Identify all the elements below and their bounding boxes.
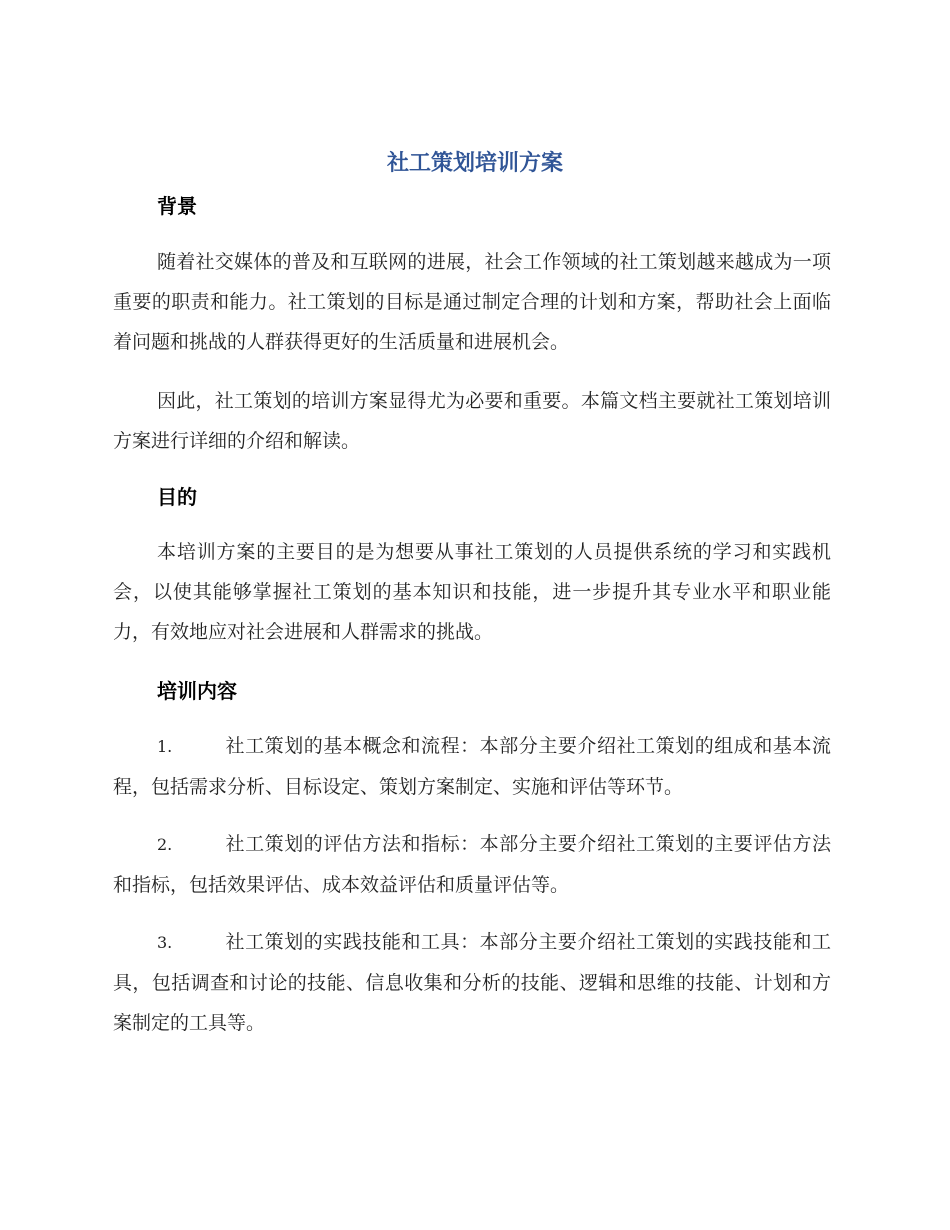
purpose-paragraph: 本培训方案的主要目的是为想要从事社工策划的人员提供系统的学习和实践机会，以使其能够掌握社工策划的基本知识和技能，进一步提升其专业水平和职业能力，有效地应对社会进展和人群需求的挑战。: [113, 541, 831, 643]
background-paragraph-1: 随着社交媒体的普及和互联网的进展，社会工作领域的社工策划越来越成为一项重要的职责和能力。社工策划的目标是通过制定合理的计划和方案，帮助社会上面临着问题和挑战的人群获得更好的生活质量和进展机会。: [113, 251, 831, 353]
training-item-1: [113, 726, 831, 807]
training-item-text: 社工策划的基本概念和流程：本部分主要介绍社工策划的组成和基本流程，包括需求分析、目标设定、策划方案制定、实施和评估等环节。: [113, 735, 831, 798]
training-item-3: [113, 922, 831, 1043]
document-title: 社工策划培训方案: [386, 151, 563, 176]
training-item-2: [113, 824, 831, 905]
background-paragraph-2: 因此，社工策划的培训方案显得尤为必要和重要。本篇文档主要就社工策划培训方案进行详细的介绍和解读。: [113, 390, 831, 452]
training-item-number: 2.: [157, 835, 173, 854]
training-item-text: 社工策划的评估方法和指标：本部分主要介绍社工策划的主要评估方法和指标，包括效果评估、成本效益评估和质量评估等。: [113, 833, 831, 896]
section-heading-purpose: 目的: [157, 485, 197, 509]
training-item-number: 3.: [157, 933, 173, 952]
section-heading-background: 背景: [157, 194, 197, 218]
section-heading-training-content: 培训内容: [157, 679, 237, 703]
training-item-text: 社工策划的实践技能和工具：本部分主要介绍社工策划的实践技能和工具，包括调查和讨论的技能、信息收集和分析的技能、逻辑和思维的技能、计划和方案制定的工具等。: [113, 931, 831, 1034]
training-item-number: 1.: [157, 737, 173, 756]
